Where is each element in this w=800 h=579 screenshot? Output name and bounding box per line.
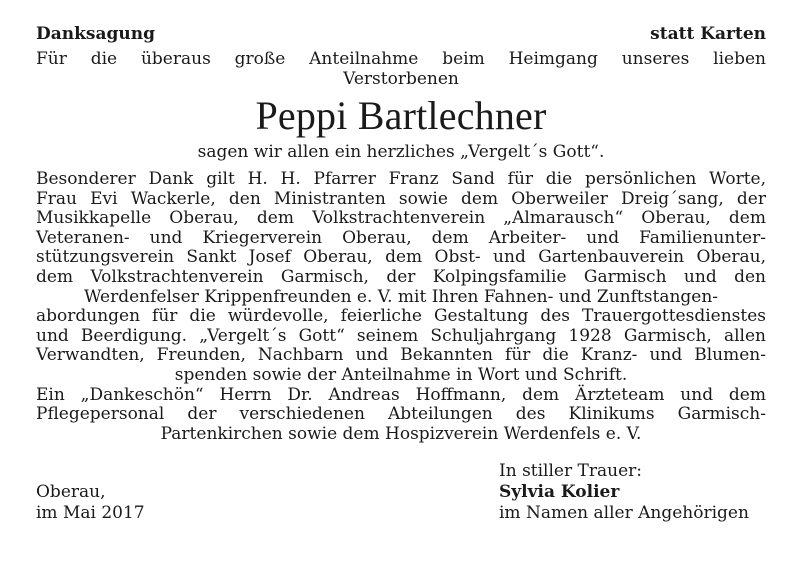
body-line: Ein „Dankeschön“ Herrn Dr. Andreas Hoffmann, dem Ärzteteam und dem (36, 384, 766, 405)
signer-name: Sylvia Kolier (499, 482, 620, 503)
mourning-label: In stiller Trauer: (499, 461, 642, 482)
notice-subtitle: statt Karten (650, 24, 766, 44)
body-line: Werdenfelser Krippenfreunden e. V. mit Ihren Fahnen- und Zunftstangen- (83, 286, 719, 307)
body-line: Verwandten, Freunden, Nachbarn und Bekannten für die Kranz- und Blumen- (36, 345, 766, 366)
body-line: Frau Evi Wackerle, den Ministranten sowie dem Oberweiler Dreig´sang, der (36, 188, 766, 209)
body-line: Pflegepersonal der verschiedenen Abteilungen des Klinikums Garmisch- (36, 404, 766, 425)
signature-block (36, 461, 766, 525)
notice-header (36, 22, 766, 46)
body-line: Partenkirchen sowie dem Hospizverein Werdenfels e. V. (160, 423, 642, 444)
body-line: abordungen für die würdevolle, feierliche Gestaltung des Trauergottesdienstes (36, 306, 766, 327)
on-behalf-line: im Namen aller Angehörigen (499, 503, 749, 524)
obituary-notice (36, 22, 766, 525)
body-line: spenden sowie der Anteilnahme in Wort und Schrift. (174, 364, 628, 385)
thanks-line: sagen wir allen ein herzliches „Vergelt´s Gott“. (197, 142, 605, 162)
body-line: Besonderer Dank gilt H. H. Pfarrer Franz Sand für die persönlichen Worte, (36, 169, 766, 189)
date: im Mai 2017 (36, 503, 145, 524)
acknowledgements-text (36, 170, 766, 444)
place-date (36, 482, 145, 524)
body-line: und Beerdigung. „Vergelt´s Gott“ seinem Schuljahrgang 1928 Garmisch, allen (36, 325, 766, 346)
intro-line: Für die überaus große Anteilnahme beim Heimgang unseres lieben (36, 49, 766, 69)
body-line: Musikkapelle Oberau, dem Volkstrachtenverein „Almarausch“ Oberau, dem (36, 208, 766, 229)
mourners (499, 461, 749, 524)
deceased-name: Peppi Bartlechner (255, 93, 547, 138)
notice-title: Danksagung (36, 24, 155, 44)
place: Oberau, (36, 482, 106, 503)
body-line: stützungsverein Sankt Josef Oberau, dem Obst- und Gartenbauverein Oberau, (36, 247, 766, 268)
intro-line: Verstorbenen (343, 69, 459, 89)
intro-text (36, 49, 766, 89)
body-line: Veteranen- und Kriegerverein Oberau, dem Arbeiter- und Familienunter- (36, 227, 766, 248)
body-line: dem Volkstrachtenverein Garmisch, der Kolpingsfamilie Garmisch und den (36, 266, 766, 287)
